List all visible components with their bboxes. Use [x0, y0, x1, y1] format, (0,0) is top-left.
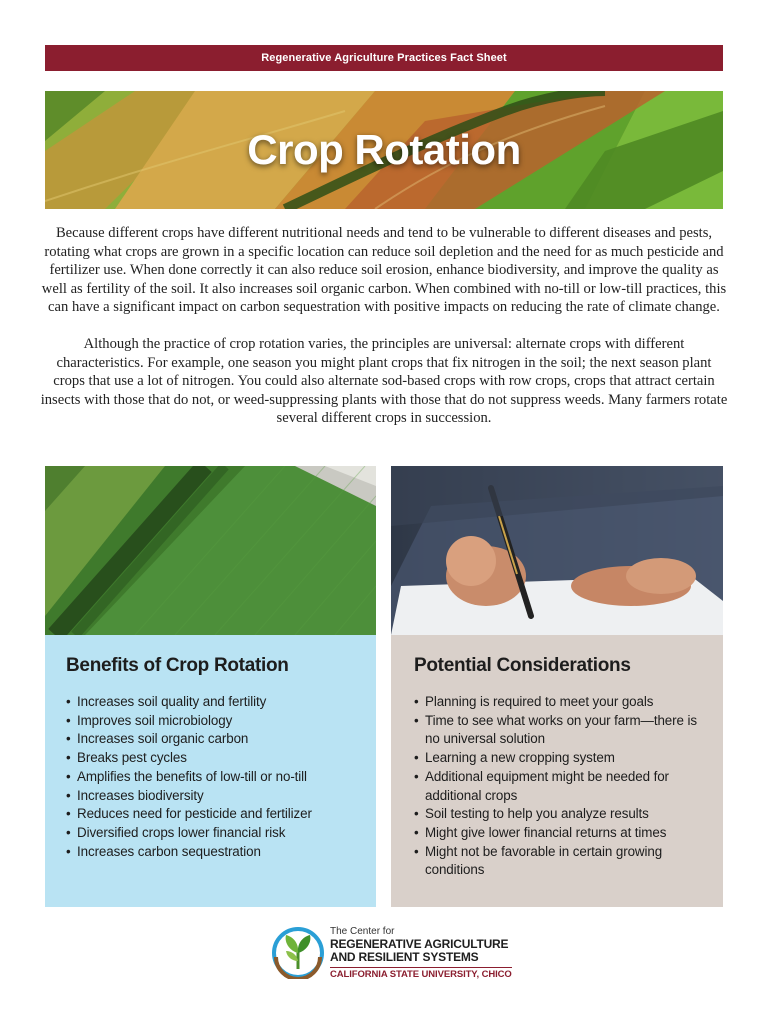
intro-text: [40, 224, 728, 446]
logo-text: [330, 926, 512, 981]
list-item: • Planning is required to meet your goals: [414, 693, 703, 712]
list-item: • Additional equipment might be needed for additional crops: [414, 768, 703, 805]
benefits-list: [66, 693, 356, 861]
considerations-list: [414, 693, 703, 880]
benefits-heading: Benefits of Crop Rotation: [66, 655, 289, 676]
writing-hand-illustration: [391, 466, 723, 635]
list-item: • Reduces need for pesticide and fertilizer: [66, 805, 356, 824]
considerations-photo: [391, 466, 723, 635]
page-title: Crop Rotation: [247, 126, 521, 173]
sprout-logo-icon: [272, 927, 324, 979]
intro-paragraph-2: Although the practice of crop rotation varies, the principles are universal: alternate crops with different characteristics. For example, one season you might plant crops that fix nitrogen in the soil; the next season plant crops that use a lot of nitrogen. You could also alternate sod-based crops with row crops, crops that attract certain insects with those that do not, or weed-suppressing plants with those that do not suppress weeds. Many farmers rotate several different crops in succession.: [40, 335, 728, 427]
logo-line-3: AND RESILIENT SYSTEMS: [330, 950, 479, 964]
hero-image: [45, 91, 723, 209]
list-item: • Might not be favorable in certain growing conditions: [414, 843, 703, 880]
banner-text: Regenerative Agriculture Practices Fact Sheet: [261, 52, 507, 64]
list-item: • Increases carbon sequestration: [66, 843, 356, 862]
benefits-panel: [45, 635, 376, 907]
logo-line-2: REGENERATIVE AGRICULTURE: [330, 936, 509, 951]
list-item: • Time to see what works on your farm—there is no universal solution: [414, 712, 703, 749]
green-field-illustration: [45, 466, 376, 635]
list-item: • Diversified crops lower financial risk: [66, 824, 356, 843]
list-item: • Increases soil organic carbon: [66, 730, 356, 749]
fact-sheet-banner: [45, 45, 723, 71]
list-item: • Improves soil microbiology: [66, 712, 356, 731]
list-item: • Soil testing to help you analyze results: [414, 805, 703, 824]
considerations-panel: [391, 635, 723, 907]
list-item: • Increases biodiversity: [66, 787, 356, 806]
intro-paragraph-1: Because different crops have different nutritional needs and tend to be vulnerable to different diseases and pests, rotating what crops are grown in a specific location can reduce soil depletion and the need for as much pesticide and fertilizer use. When done correctly it can also reduce soil erosion, enhance biodiversity, and improve the quality as well as fertility of the soil. It also increases soil organic carbon. When combined with no-till or low-till practices, this can have a significant impact on carbon sequestration with positive impacts on reducing the rate of climate change.: [41, 225, 727, 316]
list-item: • Increases soil quality and fertility: [66, 693, 356, 712]
list-item: • Breaks pest cycles: [66, 749, 356, 768]
list-item: • Learning a new cropping system: [414, 749, 703, 768]
logo-line-1: The Center for: [330, 925, 395, 937]
list-item: • Might give lower financial returns at times: [414, 824, 703, 843]
considerations-heading: Potential Considerations: [414, 655, 631, 676]
list-item: • Amplifies the benefits of low-till or no-till: [66, 768, 356, 787]
center-logo: [272, 922, 512, 984]
logo-line-4: CALIFORNIA STATE UNIVERSITY, CHICO: [330, 968, 512, 980]
benefits-photo: [45, 466, 376, 635]
